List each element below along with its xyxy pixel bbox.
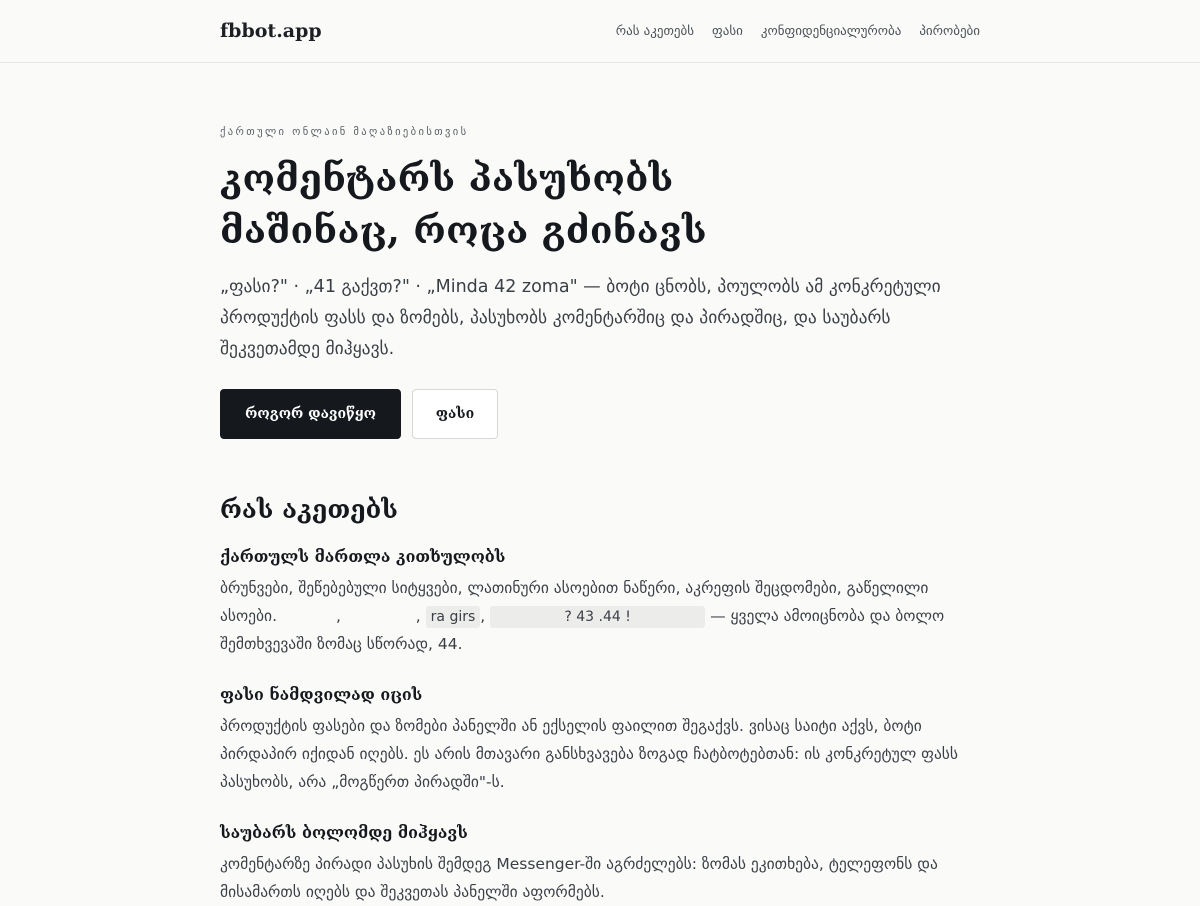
- feature-text: პროდუქტის ფასები და ზომები პანელში ან ექსელის ფაილით შეგაქვს. ვისაც საიტი აქვს, ბოტი პირდაპირ იქიდან იღებს. ეს არის მთავარი განსხვავება ზოგად ჩატბოტებთან: ის კონკრეტულ ფასს პასუხობს, არა „მოგწერთ პირადში"-ს.: [220, 717, 959, 791]
- hero-title: [220, 152, 980, 256]
- main-content: [0, 126, 1200, 906]
- feature-text-intro: ბრუნვები, შეწებებული სიტყვები, ლათინური ასოებით ნაწერი, აკრეფის შეცდომები, გაწელილი ასოები.: [220, 579, 929, 625]
- brand-logo[interactable]: fbbot.app: [220, 20, 322, 42]
- feature-text: კომენტარზე პირადი პასუხის შემდეგ Messenger-ში აგრძელებს: ზომას ეკითხება, ტელეფონს და მისამართს იღებს და შეკვეთას პანელში აფორმებს.: [220, 855, 938, 901]
- hero-title-line1: კომენტარს პასუხობს: [220, 156, 674, 200]
- pricing-button[interactable]: ფასი: [412, 389, 498, 439]
- feature-reads-georgian: [220, 544, 980, 658]
- hero-eyebrow: ქართული ონლაინ მაღაზიებისთვის: [220, 126, 469, 138]
- site-header: [0, 0, 1200, 63]
- feature-knows-price: [220, 682, 980, 796]
- feature-leads-conversation: [220, 820, 980, 906]
- feature-title: ქართულს მართლა კითხულობს: [220, 547, 506, 566]
- feature-title: საუბარს ბოლომდე მიჰყავს: [220, 823, 468, 842]
- hero-title-line2: მაშინაც, როცა გძინავს: [220, 208, 707, 252]
- feature-text: ბრუნვები, შეწებებული სიტყვები, ლათინური ასოებით ნაწერი, აკრეფის შეცდომები, გაწელილი ასოები. , , ra girs , ? 43 .44 ! — ყველა ამოიცნობა და ბოლო შემთხვევაში ზომაც სწორად, 44.: [220, 579, 945, 653]
- feature-title: ფასი ნამდვილად იცის: [220, 685, 423, 704]
- hero-description: „ფასი?" · „41 გაქვთ?" · „Minda 42 zoma" — ბოტი ცნობს, პოულობს ამ კონკრეტული პროდუქტის ფასს და ზომებს, პასუხობს კომენტარშიც და პირადშიც, და საუბარს შეკვეთამდე მიჰყავს.: [220, 277, 941, 359]
- hero-cta-group: [220, 389, 980, 439]
- get-started-button[interactable]: როგორ დავიწყო: [220, 389, 401, 439]
- features-section-title: რას აკეთებს: [220, 495, 398, 524]
- nav-link-pricing[interactable]: ფასი: [712, 23, 743, 39]
- example-code-4: ? 43 .44 !: [490, 606, 705, 628]
- nav-link-privacy[interactable]: კონფიდენციალურობა: [760, 23, 902, 39]
- example-code-3: ra girs: [426, 606, 481, 628]
- feature-text-outro: — ყველა ამოიცნობა და ბოლო შემთხვევაში ზომაც სწორად, 44.: [220, 607, 945, 653]
- main-nav: [616, 24, 980, 39]
- nav-link-terms[interactable]: პირობები: [919, 23, 980, 39]
- nav-link-features[interactable]: რას აკეთებს: [615, 23, 695, 39]
